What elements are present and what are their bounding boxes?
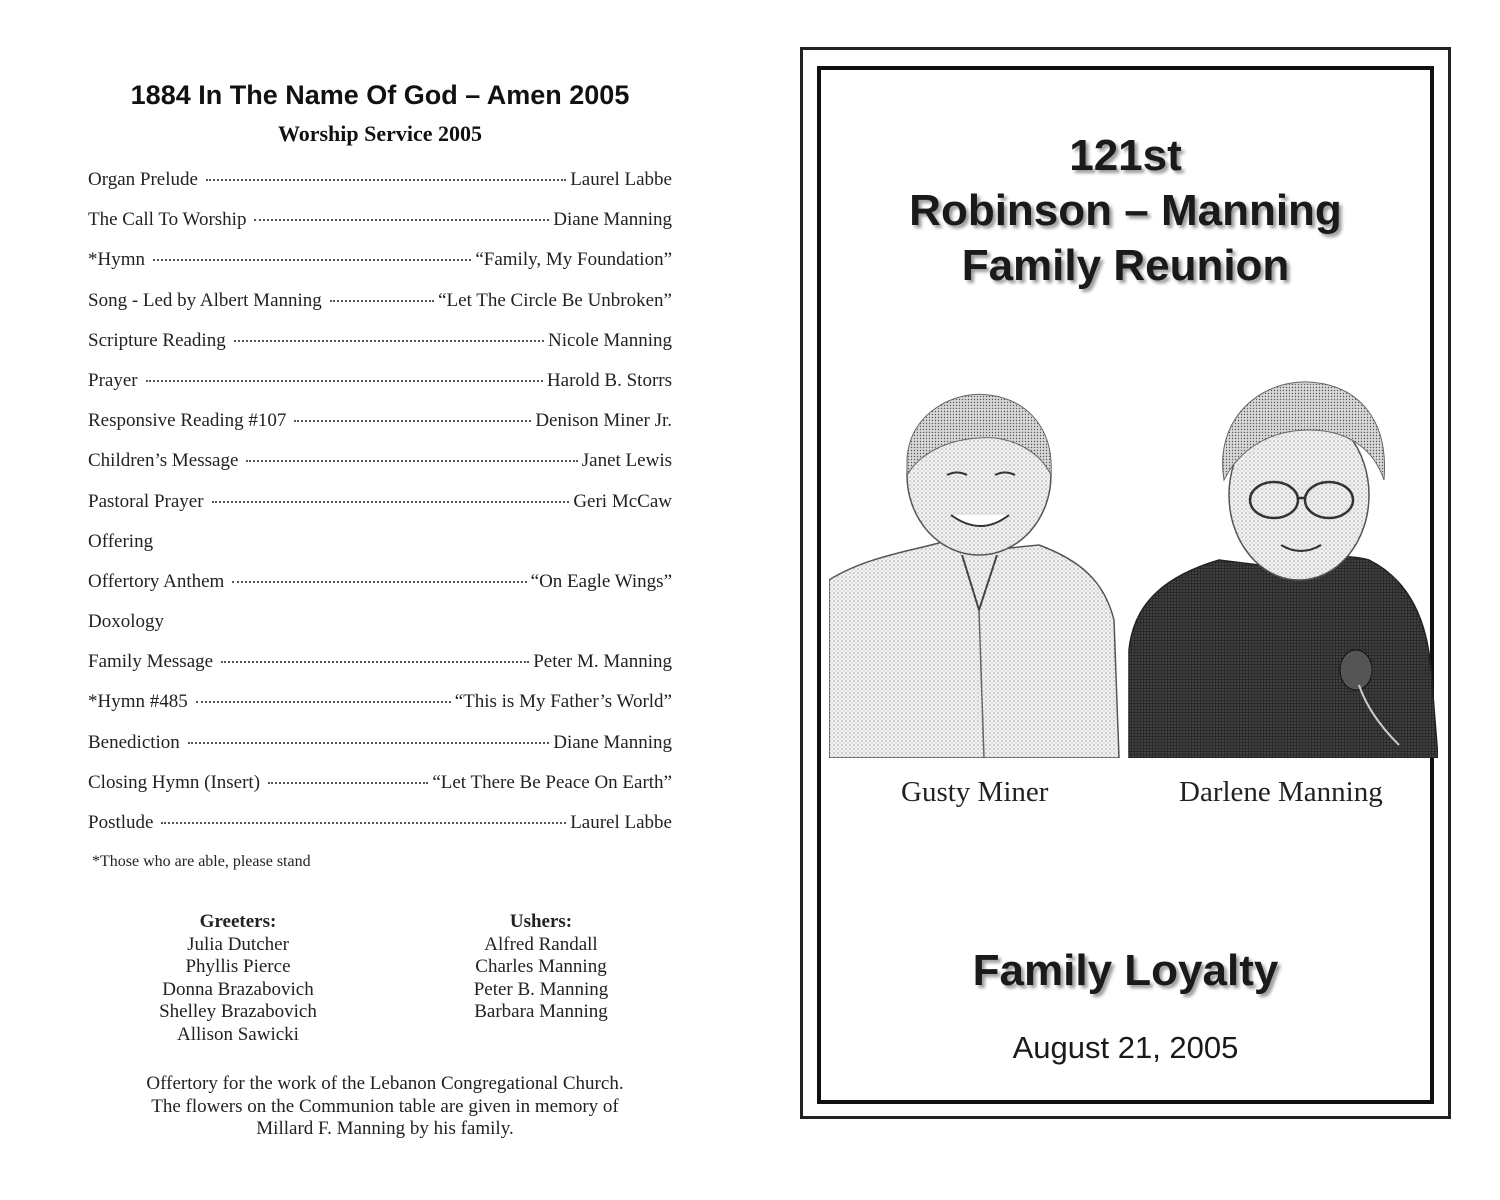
program-item: Benediction	[88, 731, 180, 753]
program-item: Doxology	[88, 611, 164, 633]
program-item: Postlude	[88, 812, 154, 833]
program-row	[88, 450, 672, 490]
greeters-title: Greeters:	[199, 911, 277, 932]
theme-title: Family Loyalty	[972, 946, 1279, 995]
program-participant: Geri McCaw	[573, 490, 672, 512]
program-row	[88, 611, 672, 651]
program-item: *Hymn #485	[88, 691, 188, 713]
program-participant: “On Eagle Wings”	[530, 570, 672, 592]
program-item: Closing Hymn (Insert)	[88, 771, 261, 793]
portrait-name-left: Gusty Miner	[901, 776, 1049, 808]
cover-title-line: Robinson – Manning	[909, 186, 1342, 235]
program-item: Organ Prelude	[88, 169, 198, 190]
program-row	[88, 571, 672, 611]
program-row	[88, 290, 672, 330]
program-row	[88, 249, 672, 289]
closing-note-line: Offertory for the work of the Lebanon Congregational Church.	[146, 1073, 624, 1094]
program-item: Pastoral Prayer	[88, 490, 204, 512]
portrait-illustration	[829, 380, 1438, 758]
program-participant: “Let There Be Peace On Earth”	[432, 771, 672, 793]
dot-leader	[221, 661, 529, 663]
program-item: Offering	[88, 530, 154, 552]
dot-leader	[232, 581, 526, 583]
program-participant: Diane Manning	[553, 209, 672, 231]
usher-name: Alfred Randall	[484, 933, 598, 955]
closing-note	[100, 1073, 670, 1141]
closing-note-line: Millard F. Manning by his family.	[256, 1118, 514, 1139]
closing-note-line: The flowers on the Communion table are given in memory of	[151, 1095, 619, 1117]
dot-leader	[153, 259, 471, 261]
usher-name: Charles Manning	[475, 956, 607, 977]
standing-footnote: *Those who are able, please stand	[92, 853, 311, 870]
program-row	[88, 491, 672, 531]
dot-leader	[254, 219, 549, 221]
greeter-name: Phyllis Pierce	[185, 956, 291, 977]
ushers-section	[430, 911, 652, 1024]
program-row	[88, 812, 672, 852]
portrait-name-right: Darlene Manning	[1179, 776, 1383, 808]
program-participant: Peter M. Manning	[533, 651, 672, 673]
cover-title-line: 121st	[1069, 131, 1182, 180]
program-participant: Diane Manning	[553, 731, 672, 753]
program-item: The Call To Worship	[88, 209, 247, 231]
program-row	[88, 651, 672, 691]
program-row	[88, 732, 672, 772]
program-item: Children’s Message	[88, 450, 239, 472]
program-item: *Hymn	[88, 249, 145, 271]
program-participant: Laurel Labbe	[570, 812, 672, 833]
program-participant: Janet Lewis	[581, 450, 672, 472]
main-heading: 1884 In The Name Of God – Amen 2005	[130, 80, 630, 110]
ushers-list	[430, 934, 652, 1024]
greeter-name: Allison Sawicki	[177, 1023, 299, 1045]
usher-name: Peter B. Manning	[473, 978, 609, 1000]
greeter-name: Donna Brazabovich	[162, 978, 314, 1000]
portrait-right-figure	[1129, 382, 1438, 758]
portrait-photo	[829, 380, 1438, 758]
dot-leader	[196, 701, 451, 703]
dot-leader	[246, 460, 577, 462]
order-of-service-list	[88, 169, 672, 852]
program-item: Song - Led by Albert Manning	[88, 289, 322, 311]
program-participant: “This is My Father’s World”	[454, 691, 672, 713]
dot-leader	[330, 300, 434, 302]
dot-leader	[294, 420, 531, 422]
dot-leader	[234, 340, 544, 342]
greeters-list	[120, 934, 356, 1047]
usher-name: Barbara Manning	[474, 1001, 608, 1022]
greeter-name: Shelley Brazabovich	[159, 1001, 317, 1022]
dot-leader	[161, 822, 566, 824]
cover-inner-border	[817, 66, 1434, 1104]
program-row	[88, 330, 672, 370]
program-item: Offertory Anthem	[88, 570, 225, 592]
program-row	[88, 370, 672, 410]
program-item: Prayer	[88, 369, 138, 391]
dot-leader	[206, 179, 566, 181]
greeter-name: Julia Dutcher	[187, 933, 289, 955]
program-row	[88, 772, 672, 812]
program-row	[88, 691, 672, 731]
cover-title-line: Family Reunion	[961, 241, 1290, 290]
program-participant: Laurel Labbe	[570, 169, 672, 190]
portrait-left-figure	[829, 394, 1119, 758]
program-row	[88, 410, 672, 450]
program-participant: Nicole Manning	[547, 329, 672, 351]
program-participant: Harold B. Storrs	[546, 369, 672, 391]
sub-heading: Worship Service 2005	[277, 121, 483, 146]
event-date: August 21, 2005	[1012, 1030, 1239, 1065]
cover-title	[821, 128, 1430, 293]
program-row	[88, 169, 672, 209]
dot-leader	[188, 742, 549, 744]
program-row	[88, 531, 672, 571]
program-item: Scripture Reading	[88, 329, 226, 351]
program-participant: Denison Miner Jr.	[535, 410, 672, 432]
program-item: Responsive Reading #107	[88, 410, 287, 432]
program-item: Family Message	[88, 651, 214, 673]
program-row	[88, 209, 672, 249]
dot-leader	[146, 380, 543, 382]
dot-leader	[212, 501, 570, 503]
program-participant: “Family, My Foundation”	[475, 249, 672, 271]
greeters-section	[120, 911, 356, 1046]
cover-outer-border	[800, 47, 1451, 1119]
dot-leader	[268, 782, 428, 784]
ushers-title: Ushers:	[509, 911, 573, 932]
program-participant: “Let The Circle Be Unbroken”	[438, 289, 672, 311]
